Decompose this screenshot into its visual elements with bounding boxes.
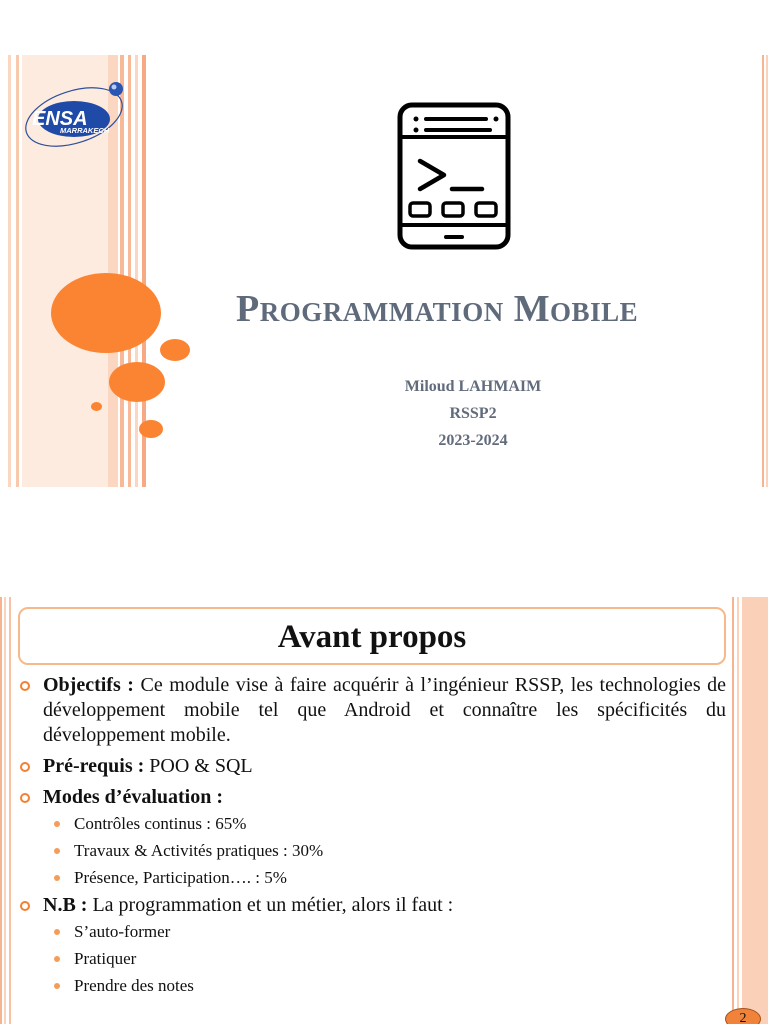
- sub-list-item: Pratiquer: [18, 945, 726, 972]
- svg-text:ENSA: ENSA: [32, 108, 88, 130]
- ring-bullet-icon: [20, 681, 30, 691]
- item-label: Modes d’évaluation :: [43, 786, 223, 808]
- presentation-info: [360, 373, 586, 454]
- ring-bullet-icon: [20, 793, 30, 803]
- dot-bullet-icon: [54, 929, 60, 935]
- item-label: N.B :: [43, 894, 88, 916]
- sub-list-item: Prendre des notes: [18, 972, 726, 999]
- dot-bullet-icon: [54, 875, 60, 881]
- presentation-title: Programmation Mobile: [236, 288, 639, 330]
- decorative-circle: [51, 273, 161, 353]
- ensa-logo: [22, 77, 134, 155]
- item-text: Ce module vise à faire acquérir à l’ingénieur RSSP, les technologies de développement mobile tel que Android et connaître les spécificités du développement mobile.: [43, 674, 727, 746]
- decorative-circle: [109, 362, 165, 402]
- decorative-stripes-right: [732, 597, 768, 1024]
- mobile-terminal-icon: [396, 101, 512, 251]
- decorative-circle: [160, 339, 190, 361]
- slide-title-box: [18, 607, 726, 665]
- list-item: [18, 754, 726, 779]
- ring-bullet-icon: [20, 762, 30, 772]
- content-slide: [0, 597, 768, 1024]
- dot-bullet-icon: [54, 848, 60, 854]
- dot-bullet-icon: [54, 983, 60, 989]
- title-slide: [0, 55, 768, 487]
- author-name: Miloud LAHMAIM: [404, 378, 542, 395]
- decorative-stripes-right: [762, 55, 768, 487]
- dot-bullet-icon: [54, 821, 60, 827]
- slide-content: [18, 673, 726, 999]
- dot-bullet-icon: [54, 956, 60, 962]
- ring-bullet-icon: [20, 901, 30, 911]
- decorative-circle: [91, 402, 102, 411]
- item-label: Objectifs :: [43, 674, 134, 696]
- decorative-stripes: [0, 597, 12, 1024]
- sub-list-item: Présence, Participation…. : 5%: [18, 864, 726, 891]
- sub-list-item: Contrôles continus : 65%: [18, 810, 726, 837]
- item-text: POO & SQL: [144, 755, 253, 777]
- list-item: [18, 893, 726, 918]
- course-code: RSSP2: [449, 405, 497, 422]
- sub-list-item: S’auto-former: [18, 918, 726, 945]
- list-item: [18, 785, 726, 810]
- sub-list-item: Travaux & Activités pratiques : 30%: [18, 837, 726, 864]
- page-number-badge: 2: [725, 1008, 761, 1024]
- svg-text:MARRAKECH: MARRAKECH: [60, 126, 110, 135]
- item-text: La programmation et un métier, alors il faut :: [87, 894, 454, 916]
- decorative-circle: [139, 420, 163, 438]
- item-label: Pré-requis :: [43, 755, 145, 777]
- list-item: [18, 673, 726, 748]
- slide-title: Avant propos: [277, 619, 467, 655]
- academic-year: 2023-2024: [438, 432, 508, 449]
